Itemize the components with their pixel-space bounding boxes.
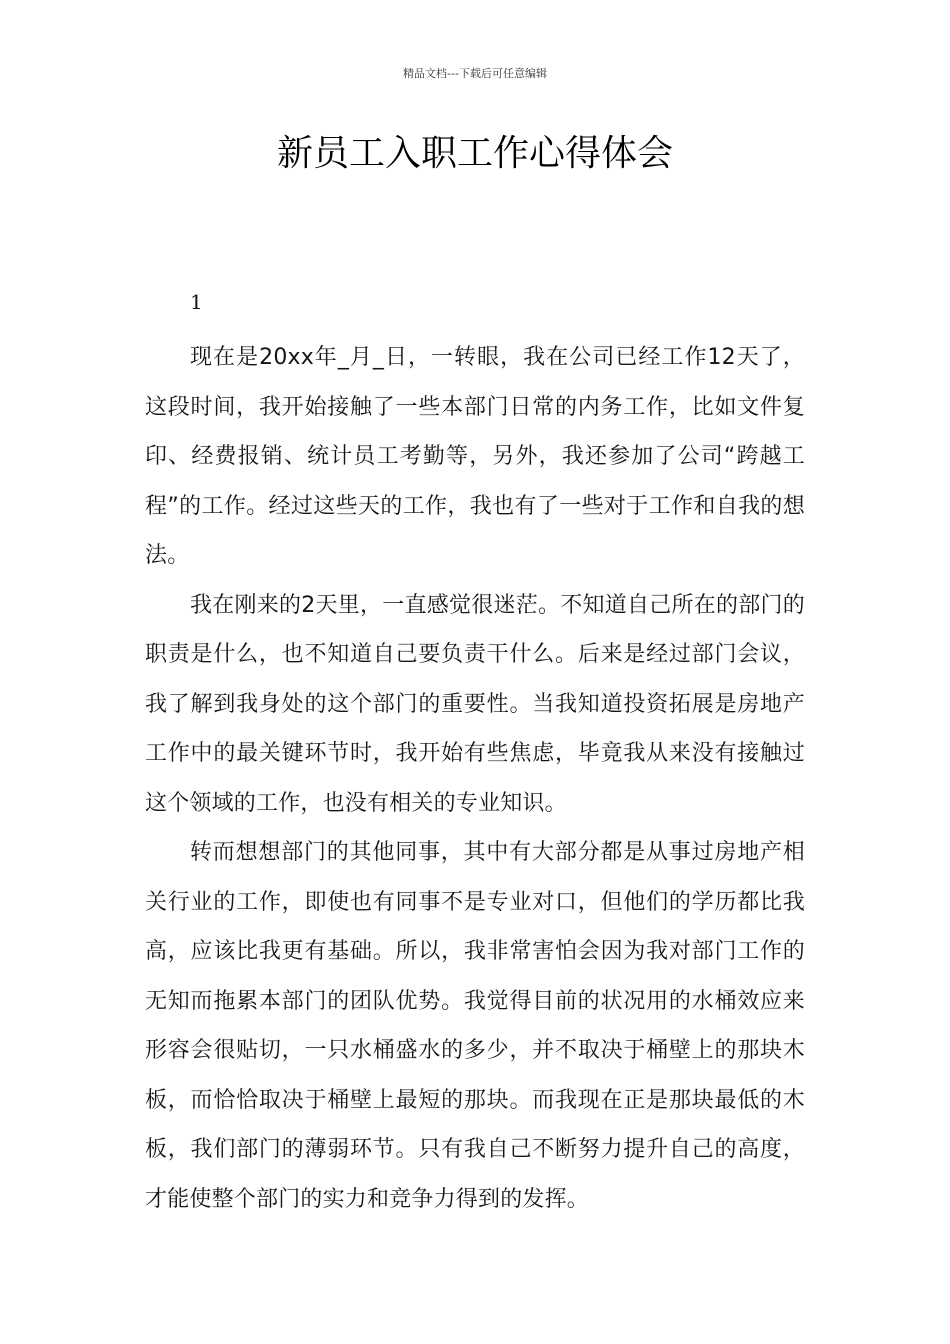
- paragraph: 转而想想部门的其他同事，其中有大部分都是从事过房地产相关行业的工作，即使也有同事不是专业对口，但他们的学历都比我高，应该比我更有基础。所以，我非常害怕会因为我对部门工作的无知而拖累本部门的团队优势。我觉得目前的状况用的水桶效应来形容会很贴切，一只水桶盛水的多少，并不取决于桶壁上的那块木板，而恰恰取决于桶壁上最短的那块。而我现在正是那块最低的木板，我们部门的薄弱环节。只有我自己不断努力提升自己的高度，才能使整个部门的实力和竞争力得到的发挥。: [145, 840, 805, 1212]
- paragraph: 现在是20xx年_月_日，一转眼，我在公司已经工作12天了，这段时间，我开始接触了一些本部门日常的内务工作，比如文件复印、经费报销、统计员工考勤等，另外，我还参加了公司“跨越工程”的工作。经过这些天的工作，我也有了一些对于工作和自我的想法。: [145, 345, 805, 568]
- document-title: 新员工入职工作心得体会: [276, 133, 673, 174]
- body-text: [145, 333, 805, 1224]
- section-number: 1: [190, 290, 203, 314]
- header-note: 精品文档---下载后可任意编辑: [403, 67, 547, 80]
- paragraph: 我在刚来的2天里，一直感觉很迷茫。不知道自己所在的部门的职责是什么，也不知道自己要负责干什么。后来是经过部门会议，我了解到我身处的这个部门的重要性。当我知道投资拓展是房地产工作中的最关键环节时，我开始有些焦虑，毕竟我从来没有接触过这个领域的工作，也没有相关的专业知识。: [145, 592, 805, 816]
